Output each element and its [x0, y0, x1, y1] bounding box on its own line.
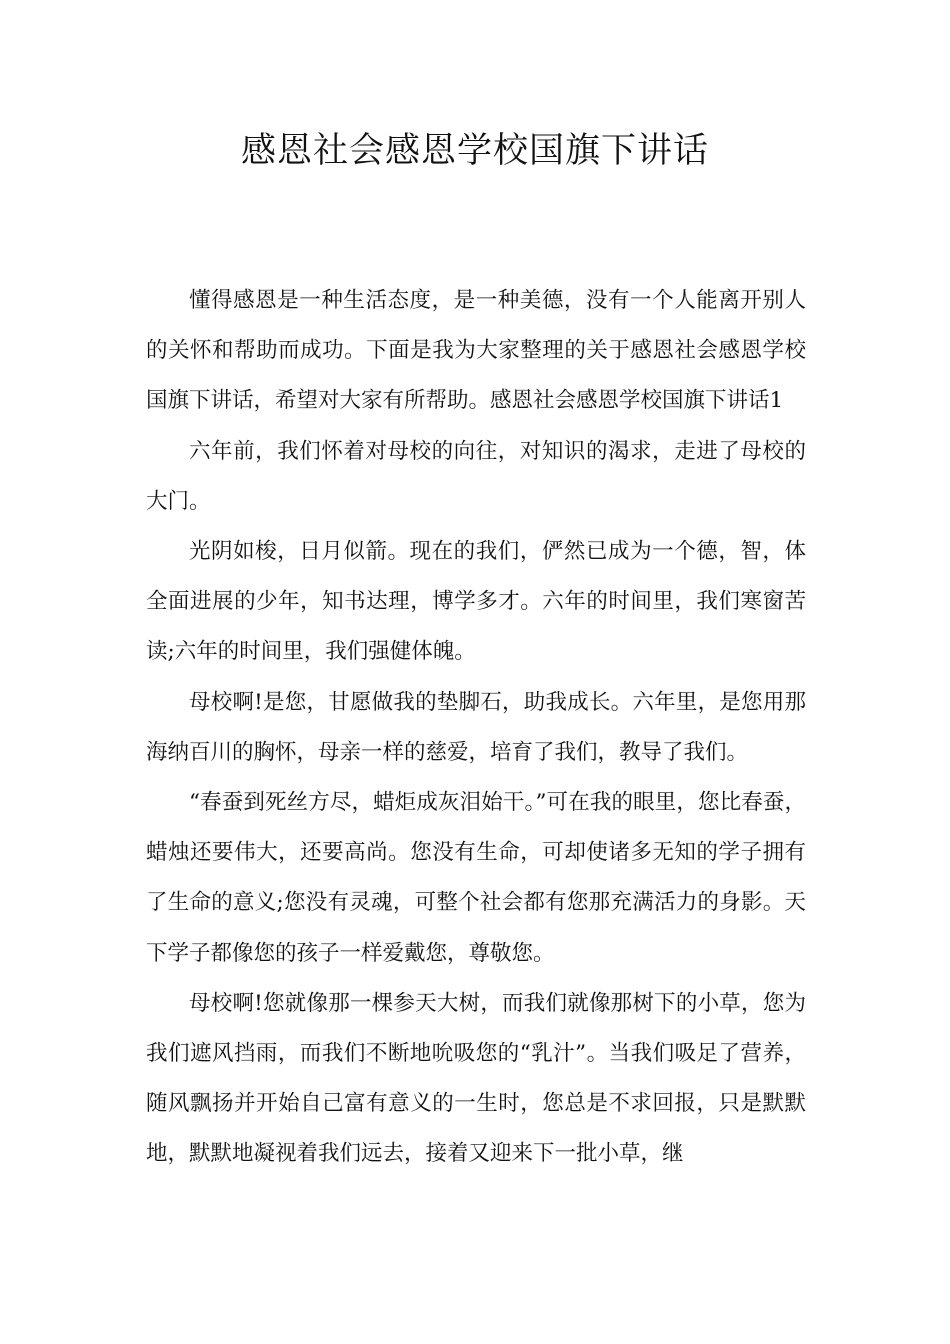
paragraph: 六年前，我们怀着对母校的向往，对知识的渴求，走进了母校的大门。: [146, 438, 806, 514]
paragraph: 母校啊!您就像那一棵参天大树，而我们就像那树下的小草，您为我们遮风挡雨，而我们不断地吮吸您的“乳汁”。当我们吸足了营养，随风飘扬并开始自己富有意义的一生时，您总是不求回报，只是默默地，默默地凝视着我们远去，接着又迎来下一批小草，继: [146, 990, 806, 1167]
document-title: 感恩社会感恩学校国旗下讲话: [240, 131, 709, 171]
paragraph: 懂得感恩是一种生活态度，是一种美德，没有一个人能离开别人的关怀和帮助而成功。下面是我为大家整理的关于感恩社会感恩学校国旗下讲话，希望对大家有所帮助。感恩社会感恩学校国旗下讲话1: [146, 288, 806, 414]
paragraph: 光阴如梭，日月似箭。现在的我们，俨然已成为一个德，智，体全面进展的少年，知书达理，博学多才。六年的时间里，我们寒窗苦读;六年的时间里，我们强健体魄。: [146, 539, 806, 665]
document-body: [146, 276, 806, 1180]
paragraph: 母校啊!是您，甘愿做我的垫脚石，助我成长。六年里，是您用那海纳百川的胸怀，母亲一样的慈爱，培育了我们，教导了我们。: [146, 689, 806, 765]
paragraph: “春蚕到死丝方尽，蜡炬成灰泪始干。”可在我的眼里，您比春蚕，蜡烛还要伟大，还要高尚。您没有生命，可却使诸多无知的学子拥有了生命的意义;您没有灵魂，可整个社会都有您那充满活力的身影。天下学子都像您的孩子一样爱戴您，尊敬您。: [146, 790, 806, 966]
